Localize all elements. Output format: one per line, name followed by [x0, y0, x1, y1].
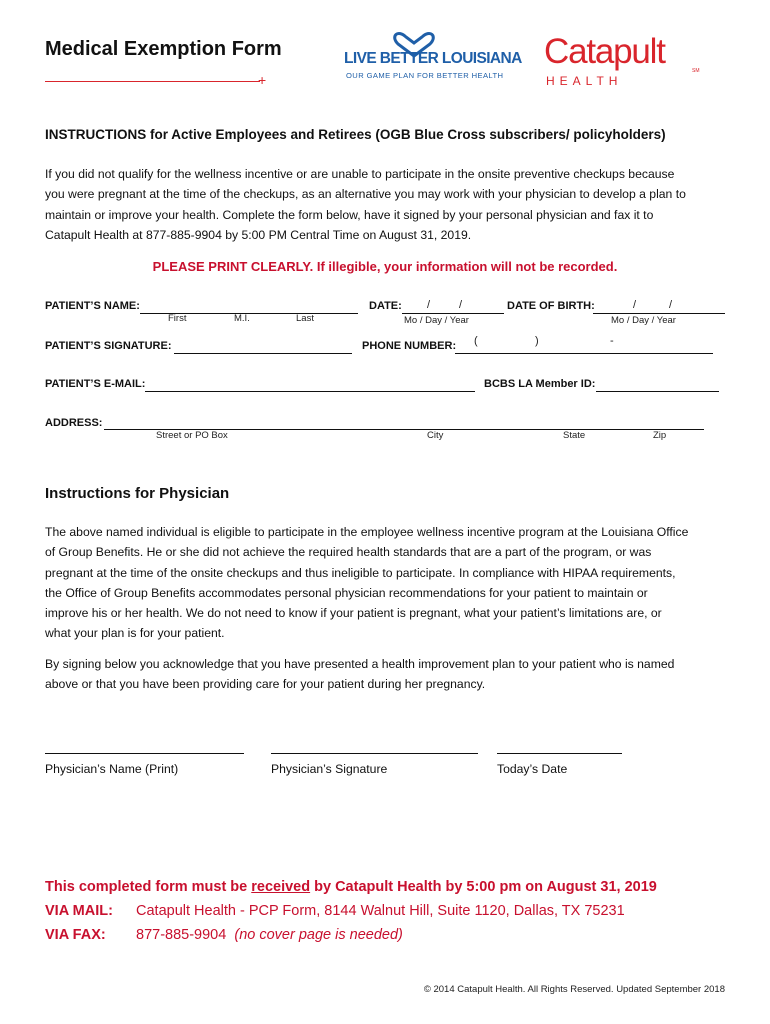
instructions-paragraph	[45, 164, 725, 245]
physician-heading: Instructions for Physician	[45, 485, 230, 502]
physician-line: By signing below you acknowledge that you have presented a health improvement plan to your patient who is named	[45, 657, 675, 671]
physician-name-label: Physician’s Name (Print)	[45, 762, 179, 776]
patient-email-field[interactable]	[145, 391, 475, 392]
todays-date-field[interactable]	[497, 753, 622, 754]
address-sub-street: Street or PO Box	[156, 430, 228, 441]
catapult-logo-sm: SM	[692, 68, 700, 74]
address-sub-city: City	[427, 430, 444, 441]
instructions-line: If you did not qualify for the wellness incentive or are unable to participate in the onsite preventive checkups because	[45, 167, 675, 181]
member-id-label: BCBS LA Member ID:	[484, 378, 596, 390]
patient-email-label: PATIENT’S E-MAIL:	[45, 378, 146, 390]
physician-line: pregnant at the time of the onsite checkups and thus ineligible to participate. In compliance with HIPAA requirements,	[45, 565, 676, 580]
date-field[interactable]	[402, 313, 504, 314]
address-sub-state: State	[563, 430, 586, 441]
phone-paren-open: (	[474, 335, 478, 347]
physician-line: what your plan is for your patient.	[45, 626, 225, 641]
physician-line: the Office of Group Benefits accommodates personal physician recommendations for your patient to maintain or	[45, 585, 648, 600]
todays-date-label: Today’s Date	[497, 762, 568, 776]
physician-line: above or that you have been providing care for your patient during her pregnancy.	[45, 677, 486, 692]
dob-slash: /	[633, 299, 637, 311]
date-slash: /	[459, 299, 463, 311]
fax-note: (no cover page is needed)	[234, 927, 403, 943]
physician-line: of Group Benefits. He or she did not achieve the required health standards that are a part of the program, or was	[45, 545, 652, 560]
physician-paragraph-1	[45, 522, 725, 644]
physician-line: The above named individual is eligible to participate in the employee wellness incentive program at the Louisiana Office	[45, 525, 689, 539]
physician-signature-field[interactable]	[271, 753, 478, 754]
title-rule-cross-icon: +	[258, 72, 267, 88]
address-sub-zip: Zip	[653, 430, 667, 441]
patient-name-label: PATIENT’S NAME:	[45, 300, 140, 312]
page-title: Medical Exemption Form	[45, 38, 282, 60]
live-better-louisiana-logo	[336, 20, 522, 88]
instructions-line: Catapult Health at 877-885-9904 by 5:00 PM Central Time on August 31, 2019.	[45, 227, 472, 242]
patient-signature-label: PATIENT’S SIGNATURE:	[45, 340, 172, 352]
deadline-emphasis: received	[251, 879, 311, 895]
instructions-line: you were pregnant at the time of the checkups, as an alternative you may work with your physician to develop a plan to	[45, 187, 686, 202]
phone-number-field[interactable]	[455, 353, 713, 354]
date-slash: /	[427, 299, 431, 311]
via-fax-value	[136, 927, 403, 943]
lbl-logo-tagline: OUR GAME PLAN FOR BETTER HEALTH	[346, 71, 504, 80]
phone-dash: -	[610, 335, 614, 347]
instructions-line: maintain or improve your health. Complete the form below, have it signed by your personal physician and fax it to	[45, 207, 654, 222]
physician-line: improve his or her health. We do not need to know if your patient is pregnant, what your patient’s limitations are, or	[45, 606, 662, 621]
name-sub-mi: M.I.	[234, 313, 250, 324]
member-id-field[interactable]	[596, 391, 719, 392]
patient-signature-field[interactable]	[174, 353, 352, 354]
lbl-logo-main-text: LIVE BETTER LOUISIANA	[344, 50, 522, 67]
title-underline	[45, 81, 260, 82]
dob-sub-format: Mo / Day / Year	[611, 315, 676, 326]
via-mail-address: Catapult Health - PCP Form, 8144 Walnut Hill, Suite 1120, Dallas, TX 75231	[136, 903, 625, 919]
physician-signature-label: Physician’s Signature	[271, 762, 388, 776]
copyright-footer: © 2014 Catapult Health. All Rights Reserved. Updated September 2018	[423, 984, 725, 995]
instructions-heading: INSTRUCTIONS for Active Employees and Retirees (OGB Blue Cross subscribers/ policyholders)	[45, 127, 666, 142]
via-mail-label: VIA MAIL:	[45, 903, 113, 919]
dob-slash: /	[669, 299, 673, 311]
dob-field[interactable]	[593, 313, 725, 314]
physician-paragraph-2	[45, 654, 725, 695]
deadline-suffix: by Catapult Health by 5:00 pm on August 31, 2019	[310, 879, 657, 895]
dob-label: DATE OF BIRTH:	[507, 300, 595, 312]
physician-name-field[interactable]	[45, 753, 244, 754]
catapult-health-logo	[544, 32, 704, 90]
date-sub-format: Mo / Day / Year	[404, 315, 469, 326]
catapult-logo-health: HEALTH	[546, 74, 623, 88]
phone-paren-close: )	[535, 335, 539, 347]
phone-number-label: PHONE NUMBER:	[362, 340, 457, 352]
via-fax-label: VIA FAX:	[45, 927, 106, 943]
deadline-prefix: This completed form must be	[45, 879, 252, 895]
catapult-logo-word: Catapult	[544, 32, 665, 71]
date-label: DATE:	[369, 300, 402, 312]
address-label: ADDRESS:	[45, 417, 103, 429]
print-clearly-warning: PLEASE PRINT CLEARLY. If illegible, your information will not be recorded.	[152, 259, 618, 274]
submission-deadline	[45, 879, 657, 895]
fax-number: 877-885-9904	[136, 927, 227, 943]
name-sub-last: Last	[296, 313, 314, 324]
name-sub-first: First	[168, 313, 187, 324]
